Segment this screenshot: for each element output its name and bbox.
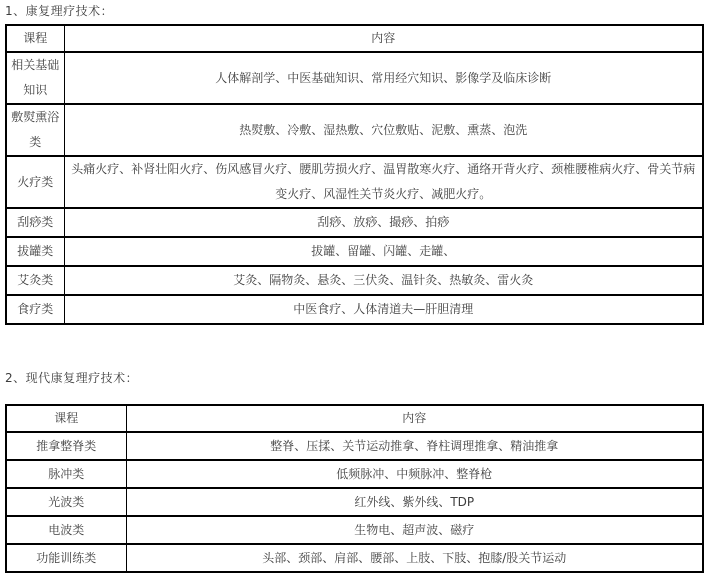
- course-cell: 相关基础知识: [6, 52, 64, 104]
- section2-title: 2、现代康复理疗技术：: [5, 371, 139, 385]
- course-cell: 火疗类: [6, 156, 64, 208]
- table-row: [6, 488, 703, 516]
- content-cell: 低频脉冲、中频脉冲、整脊枪: [126, 460, 703, 488]
- table-row: [6, 156, 703, 208]
- table-row: [6, 266, 703, 295]
- content-cell: 头部、颈部、肩部、腰部、上肢、下肢、抱膝/股关节运动: [126, 544, 703, 572]
- course-cell: 艾灸类: [6, 266, 64, 295]
- table-row: [6, 516, 703, 544]
- table-row: [6, 208, 703, 237]
- content-cell: 拔罐、留罐、闪罐、走罐、: [64, 237, 703, 266]
- course-cell: 光波类: [6, 488, 126, 516]
- table-row: [6, 544, 703, 572]
- table-row: [6, 52, 703, 104]
- course-cell: 脉冲类: [6, 460, 126, 488]
- course-cell: 刮痧类: [6, 208, 64, 237]
- content-column-header: 内容: [126, 405, 703, 432]
- course-cell: 食疗类: [6, 295, 64, 324]
- table-row: [6, 104, 703, 156]
- table-row: [6, 295, 703, 324]
- table-row: [6, 460, 703, 488]
- course-column-header: 课程: [6, 405, 126, 432]
- content-cell: 刮痧、放痧、撮痧、拍痧: [64, 208, 703, 237]
- course-cell: 敷熨熏浴类: [6, 104, 64, 156]
- content-cell: 红外线、紫外线、TDP: [126, 488, 703, 516]
- content-cell: 热熨敷、冷敷、湿热敷、穴位敷贴、泥敷、熏蒸、泡洗: [64, 104, 703, 156]
- content-cell: 艾灸、隔物灸、悬灸、三伏灸、温针灸、热敏灸、雷火灸: [64, 266, 703, 295]
- content-cell: 人体解剖学、中医基础知识、常用经穴知识、影像学及临床诊断: [64, 52, 703, 104]
- section1-title: 1、康复理疗技术：: [5, 4, 114, 18]
- content-cell: 生物电、超声波、磁疗: [126, 516, 703, 544]
- modern-therapy-table: [5, 404, 704, 573]
- table-row: [6, 432, 703, 460]
- course-cell: 功能训练类: [6, 544, 126, 572]
- course-cell: 拔罐类: [6, 237, 64, 266]
- course-cell: 电波类: [6, 516, 126, 544]
- content-cell: 中医食疗、人体清道夫—肝胆清理: [64, 295, 703, 324]
- course-cell: 推拿整脊类: [6, 432, 126, 460]
- table-row: [6, 237, 703, 266]
- table-header-row: [6, 405, 703, 432]
- traditional-therapy-table: [5, 24, 704, 325]
- course-column-header: 课程: [6, 25, 64, 52]
- table-header-row: [6, 25, 703, 52]
- content-column-header: 内容: [64, 25, 703, 52]
- content-cell: 头痛火疗、补肾壮阳火疗、伤风感冒火疗、腰肌劳损火疗、温胃散寒火疗、通络开背火疗、颈椎腰椎病火疗、骨关节病变火疗、风湿性关节炎火疗、减肥火疗。: [64, 156, 703, 208]
- content-cell: 整脊、压揉、关节运动推拿、脊柱调理推拿、精油推拿: [126, 432, 703, 460]
